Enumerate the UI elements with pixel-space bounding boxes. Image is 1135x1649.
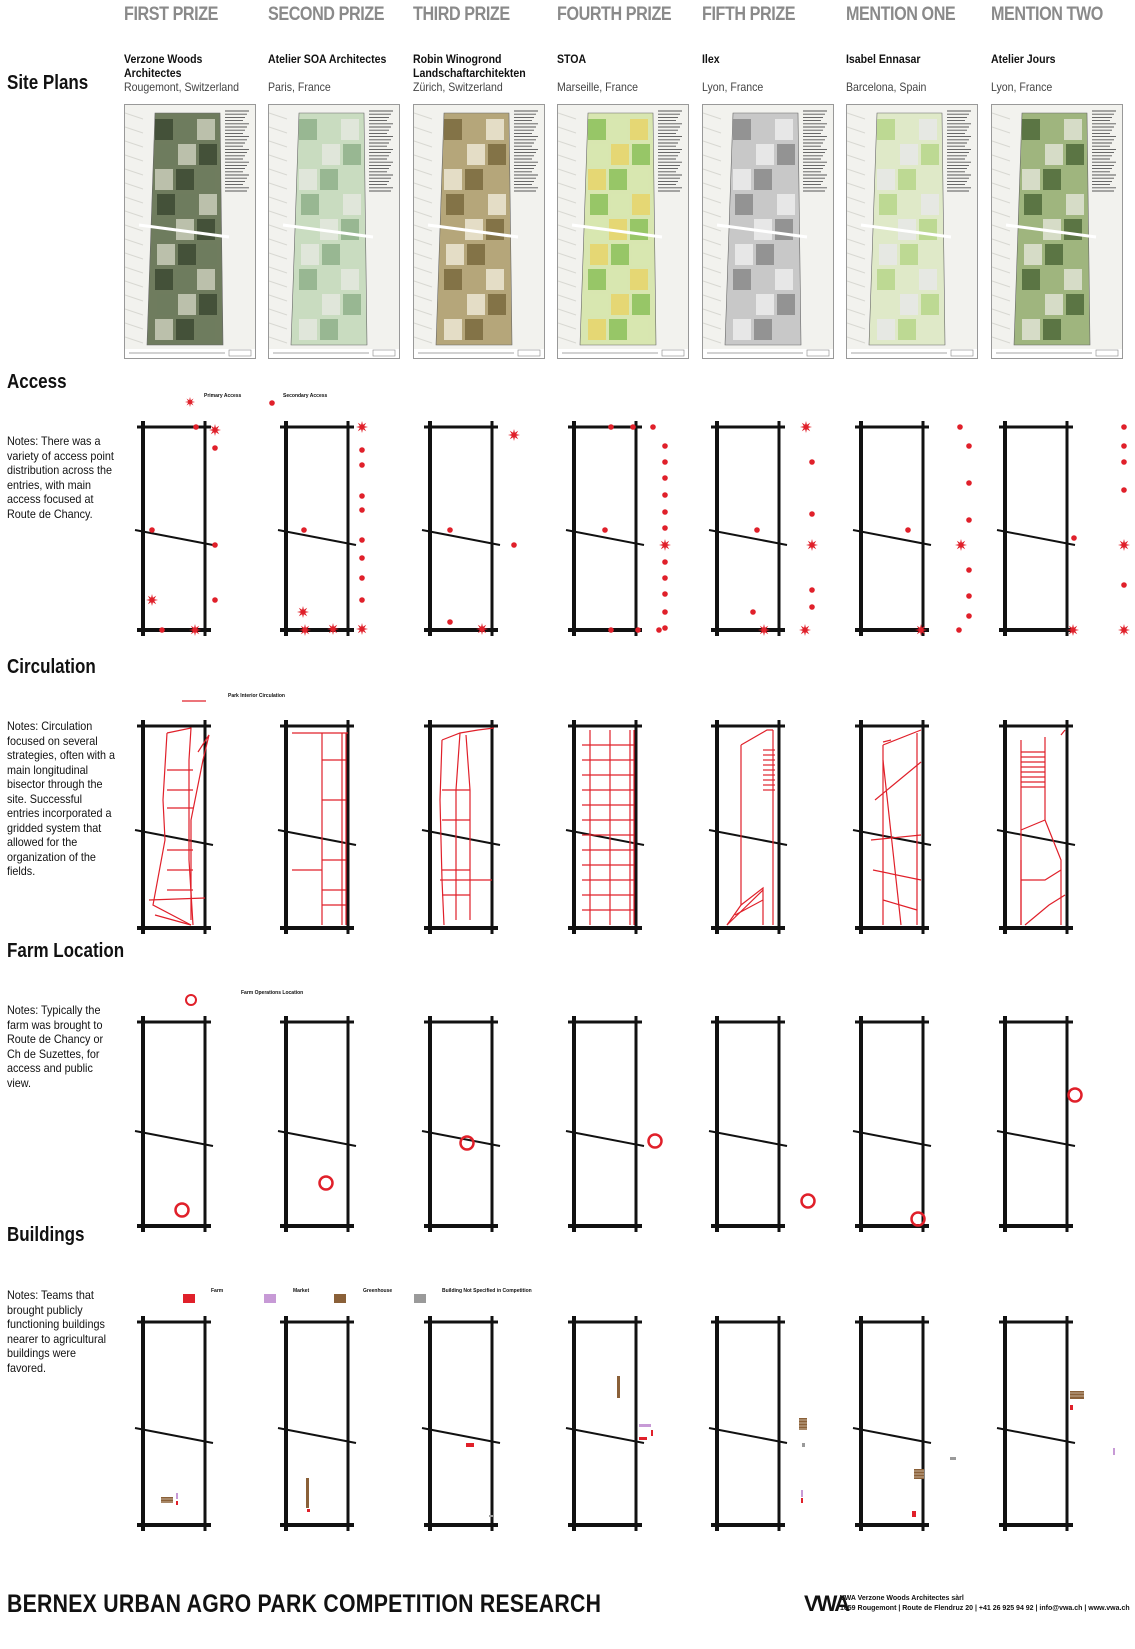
legend-circulation: Park Interior Circulation xyxy=(228,693,285,699)
prize-heading: THIRD PRIZE xyxy=(413,4,510,25)
route-divider xyxy=(566,1428,644,1443)
secondary-access-marker xyxy=(662,492,668,498)
secondary-access-marker xyxy=(359,555,365,561)
primary-access-marker xyxy=(327,623,339,635)
primary-access-marker xyxy=(476,623,488,635)
route-divider xyxy=(278,530,356,545)
farm-operations-marker xyxy=(1069,1089,1082,1102)
building-marker xyxy=(1113,1448,1115,1455)
legend-greenhouse: Greenhouse xyxy=(363,1288,393,1294)
route-divider xyxy=(135,530,213,545)
route-divider xyxy=(422,530,500,545)
secondary-access-marker xyxy=(630,424,636,430)
secondary-access-marker xyxy=(1071,535,1077,541)
building-marker xyxy=(176,1493,178,1499)
circulation-path xyxy=(1021,870,1061,880)
building-marker xyxy=(802,1443,805,1447)
buildings-notes: Notes: Teams that brought publicly functioning buildings nearer to agricultural buildings were favored. xyxy=(7,1288,107,1375)
primary-access-marker xyxy=(758,624,770,636)
primary-access-marker xyxy=(356,421,368,433)
legend-farm-ring xyxy=(186,995,196,1005)
legend-market-swatch xyxy=(264,1294,276,1303)
building-marker xyxy=(950,1457,956,1460)
team-location: Marseille, France xyxy=(557,80,638,94)
secondary-access-marker xyxy=(212,542,218,548)
secondary-access-marker xyxy=(602,527,608,533)
circulation-path xyxy=(1045,737,1061,925)
route-divider xyxy=(709,530,787,545)
secondary-access-marker xyxy=(1121,487,1127,493)
firm-name: VWA Verzone Woods Architectes sàrl xyxy=(840,1595,964,1602)
legend-secondary-access: Secondary Access xyxy=(283,393,328,399)
route-divider xyxy=(997,830,1075,845)
circulation-path xyxy=(875,762,921,800)
route-divider xyxy=(709,830,787,845)
secondary-access-marker xyxy=(966,567,972,573)
firm-info xyxy=(840,1594,1130,1614)
buildings-title: Buildings xyxy=(7,1224,85,1246)
legend-farm-swatch xyxy=(183,1294,195,1303)
prize-heading: MENTION TWO xyxy=(991,4,1103,25)
secondary-access-marker xyxy=(149,527,155,533)
prize-heading: FIRST PRIZE xyxy=(124,4,219,25)
building-marker xyxy=(801,1498,803,1503)
secondary-access-marker xyxy=(809,511,815,517)
farm-operations-marker xyxy=(649,1135,662,1148)
secondary-access-marker xyxy=(359,597,365,603)
secondary-access-marker xyxy=(608,424,614,430)
secondary-access-marker xyxy=(359,575,365,581)
route-divider xyxy=(278,830,356,845)
legend-not-specified-swatch xyxy=(414,1294,426,1303)
primary-access-marker xyxy=(800,421,812,433)
prize-heading: FIFTH PRIZE xyxy=(702,4,796,25)
secondary-access-marker xyxy=(966,480,972,486)
prize-heading: SECOND PRIZE xyxy=(268,4,385,25)
secondary-access-marker xyxy=(809,604,815,610)
farm-operations-marker xyxy=(176,1204,189,1217)
secondary-access-marker xyxy=(635,627,641,633)
secondary-access-marker xyxy=(656,627,662,633)
team-name: Isabel Ennasar xyxy=(846,52,921,66)
secondary-access-marker xyxy=(359,462,365,468)
farm-location-notes: Notes: Typically the farm was brought to Route de Chancy or Ch de Suzettes, for access and public view. xyxy=(7,1003,104,1090)
primary-access-marker xyxy=(185,397,195,407)
farm-operations-marker xyxy=(461,1137,474,1150)
building-marker xyxy=(307,1509,310,1512)
primary-access-marker xyxy=(955,539,967,551)
primary-access-marker xyxy=(209,424,221,436)
secondary-access-marker xyxy=(662,609,668,615)
circulation-path xyxy=(727,890,763,925)
secondary-access-marker xyxy=(809,587,815,593)
route-divider xyxy=(135,1428,213,1443)
building-marker xyxy=(639,1437,647,1440)
secondary-access-marker xyxy=(447,527,453,533)
primary-access-marker xyxy=(1067,624,1079,636)
route-divider xyxy=(997,1131,1075,1146)
circulation-path xyxy=(442,728,494,740)
secondary-access-marker xyxy=(662,509,668,515)
secondary-access-marker xyxy=(662,559,668,565)
primary-access-marker xyxy=(659,539,671,551)
firm-address: 1659 Rougemont | Route de Flendruz 20 | +41 26 925 94 92 | info@vwa.ch | www.vwa.ch xyxy=(840,1605,1130,1612)
secondary-access-marker xyxy=(1121,424,1127,430)
circulation-title: Circulation xyxy=(7,656,96,678)
building-marker xyxy=(639,1424,651,1427)
primary-access-marker xyxy=(799,624,811,636)
legend-farm-location: Farm Operations Location xyxy=(241,990,304,996)
circulation-notes: Notes: Circulation focused on several strategies, often with a main longitudinal bisector through the site. Successful entries incorporated a gridded system that allowed for the organization of the fields. xyxy=(7,719,116,878)
primary-access-marker xyxy=(915,624,927,636)
building-marker xyxy=(489,1515,493,1517)
circulation-path xyxy=(1025,895,1065,925)
route-divider xyxy=(135,1131,213,1146)
route-divider xyxy=(278,1131,356,1146)
secondary-access-marker xyxy=(966,593,972,599)
secondary-access-marker xyxy=(905,527,911,533)
legend-greenhouse-swatch xyxy=(334,1294,346,1303)
primary-access-marker xyxy=(356,623,368,635)
secondary-access-marker xyxy=(957,424,963,430)
footer-title: BERNEX URBAN AGRO PARK COMPETITION RESEARCH xyxy=(7,1590,602,1618)
primary-access-marker xyxy=(508,429,520,441)
secondary-access-marker xyxy=(1121,459,1127,465)
circulation-path xyxy=(149,898,205,900)
route-divider xyxy=(853,530,931,545)
secondary-access-marker xyxy=(269,400,275,406)
circulation-path xyxy=(167,728,193,925)
secondary-access-marker xyxy=(359,507,365,513)
secondary-access-marker xyxy=(212,445,218,451)
circulation-path xyxy=(873,870,921,880)
team-name: STOA xyxy=(557,52,587,66)
secondary-access-marker xyxy=(650,424,656,430)
secondary-access-marker xyxy=(212,597,218,603)
primary-access-marker xyxy=(189,624,201,636)
secondary-access-marker xyxy=(159,627,165,633)
team-location: Barcelona, Spain xyxy=(846,80,927,94)
primary-access-marker xyxy=(806,539,818,551)
prize-heading: FOURTH PRIZE xyxy=(557,4,672,25)
farm-operations-marker xyxy=(802,1195,815,1208)
secondary-access-marker xyxy=(447,619,453,625)
secondary-access-marker xyxy=(359,493,365,499)
circulation-path xyxy=(155,915,191,925)
route-divider xyxy=(135,830,213,845)
secondary-access-marker xyxy=(662,459,668,465)
access-notes: Notes: There was a variety of access point distribution across the entries, with main access focused at Route de Chancy. xyxy=(7,434,114,521)
secondary-access-marker xyxy=(750,609,756,615)
circulation-path xyxy=(456,733,460,920)
secondary-access-marker xyxy=(662,575,668,581)
building-marker xyxy=(1070,1405,1073,1410)
team-location: Paris, France xyxy=(268,80,331,94)
secondary-access-marker xyxy=(511,542,517,548)
team-name: Verzone Woods Architectes xyxy=(124,52,203,80)
circulation-path xyxy=(153,733,191,925)
secondary-access-marker xyxy=(662,525,668,531)
route-divider xyxy=(853,1131,931,1146)
primary-access-marker xyxy=(1118,539,1130,551)
access-title: Access xyxy=(7,371,67,393)
route-divider xyxy=(422,1428,500,1443)
building-marker xyxy=(617,1376,620,1398)
building-marker xyxy=(912,1511,916,1517)
circulation-path xyxy=(1021,820,1045,830)
legend-market: Market xyxy=(293,1288,310,1294)
secondary-access-marker xyxy=(754,527,760,533)
secondary-access-marker xyxy=(809,459,815,465)
team-name: Atelier SOA Architectes xyxy=(268,52,387,66)
secondary-access-marker xyxy=(662,443,668,449)
building-marker xyxy=(801,1490,803,1497)
team-name: Robin Winogrond Landschaftarchitekten xyxy=(413,52,526,80)
secondary-access-marker xyxy=(1121,582,1127,588)
route-divider xyxy=(566,1131,644,1146)
route-divider xyxy=(709,1131,787,1146)
route-divider xyxy=(997,1428,1075,1443)
route-divider xyxy=(853,1428,931,1443)
secondary-access-marker xyxy=(359,537,365,543)
route-divider xyxy=(709,1428,787,1443)
site-plans-title: Site Plans xyxy=(7,72,89,94)
primary-access-marker xyxy=(1118,624,1130,636)
secondary-access-marker xyxy=(301,527,307,533)
farm-operations-marker xyxy=(320,1177,333,1190)
legend-primary-access: Primary Access xyxy=(204,393,242,399)
team-location: Lyon, France xyxy=(702,80,764,94)
secondary-access-marker xyxy=(966,443,972,449)
secondary-access-marker xyxy=(1121,443,1127,449)
primary-access-marker xyxy=(297,606,309,618)
building-marker xyxy=(1070,1391,1084,1399)
team-location: Rougemont, Switzerland xyxy=(124,80,240,94)
primary-access-marker xyxy=(146,594,158,606)
secondary-access-marker xyxy=(966,613,972,619)
circulation-path xyxy=(466,735,470,920)
secondary-access-marker xyxy=(193,424,199,430)
route-divider xyxy=(997,530,1075,545)
legend-farm: Farm xyxy=(211,1288,224,1294)
circulation-path xyxy=(741,730,773,745)
building-marker xyxy=(651,1430,653,1436)
route-divider xyxy=(278,1428,356,1443)
building-marker xyxy=(176,1501,178,1505)
secondary-access-marker xyxy=(662,625,668,631)
building-marker xyxy=(306,1478,309,1508)
circulation-path xyxy=(883,730,921,745)
circulation-path xyxy=(440,740,444,925)
route-divider xyxy=(422,830,500,845)
secondary-access-marker xyxy=(359,447,365,453)
prize-heading: MENTION ONE xyxy=(846,4,956,25)
team-location: Lyon, France xyxy=(991,80,1053,94)
secondary-access-marker xyxy=(956,627,962,633)
team-location: Zürich, Switzerland xyxy=(413,80,503,94)
primary-access-marker xyxy=(299,624,311,636)
secondary-access-marker xyxy=(608,627,614,633)
farm-location-title: Farm Location xyxy=(7,940,125,962)
legend-not-specified: Building Not Specified in Competition xyxy=(442,1288,532,1294)
team-name: Atelier Jours xyxy=(991,52,1056,66)
circulation-path xyxy=(1061,730,1065,735)
circulation-path xyxy=(883,900,917,910)
secondary-access-marker xyxy=(662,475,668,481)
building-marker xyxy=(466,1443,474,1447)
team-name: Ilex xyxy=(702,52,720,66)
route-divider xyxy=(566,830,644,845)
secondary-access-marker xyxy=(966,517,972,523)
secondary-access-marker xyxy=(662,591,668,597)
firm-logo: VWA xyxy=(804,1591,849,1616)
